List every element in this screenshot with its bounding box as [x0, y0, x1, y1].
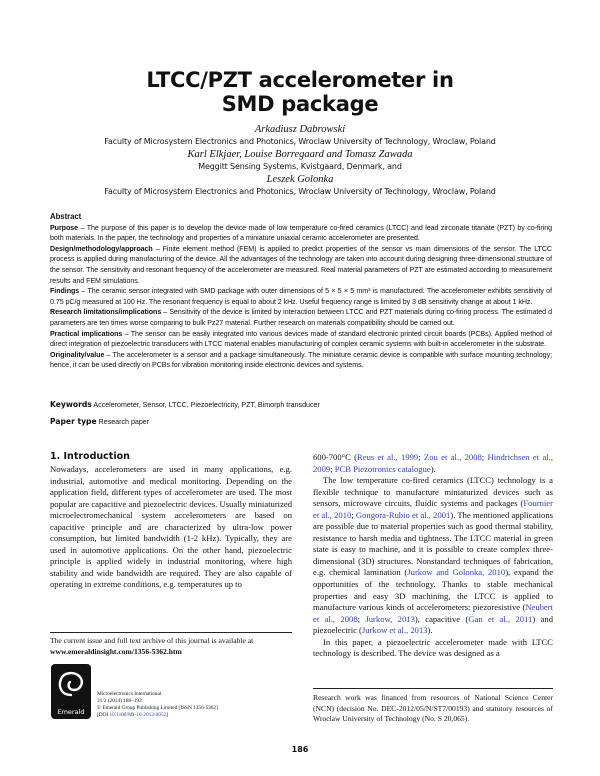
swirl-icon [51, 664, 91, 704]
abstract-limitations: Research limitations/implications – Sensitivity of the device is limited by interaction between LTCC and PZT materials during co-firing process. The estimated d parameters are ten times worse comparing to bulk Pz27 material. Further research on materials compatibility should be carried out. [50, 308, 552, 327]
citation-link[interactable]: Fournier et al., 2010 [313, 498, 553, 520]
journal-url[interactable]: www.emeraldinsight.com/1356-5362.htm [50, 646, 182, 656]
journal-info: Microelectronics International 31/3 (2014) 186–192 © Emerald Group Publishing Limited [ISSN 1356-5362] [DOI 10.1108/MI-10-2013-0052] [97, 691, 218, 718]
journal-archive-note: The current issue and full text archive of this journal is available at www.emeraldinsight.com/1356-5362.htm [50, 636, 292, 657]
author-names: Karl Elkjaer, Louise Borregaard and Tomasz Zawada [187, 149, 413, 160]
citation-link[interactable]: Gan et al., 2011 [468, 613, 533, 624]
right-column [313, 452, 553, 660]
funding-note: Research work was financed from resources of National Science Center (NCN) (decision No. DEC-2012/05/N/ST7/00193) and statutory resources of Wroclaw University of Technology (No. S 20,065). [313, 693, 553, 723]
abstract-originality: Originality/value – The accelerometer is a sensor and a package simultaneously. The miniature ceramic device is compatible with surface mounting technology; hence, it can be used directly on PCBs for vibration monitoring inside electronic devices and systems. [50, 350, 552, 370]
paragraph: The low temperature co-fired ceramics (LTCC) technology is a flexible technique to manufacture miniaturized devices such as sensors, microwave circuits, fluidic systems and packages (Fournier et al., 2010; Gongora-Rubio et al., 2001). The mentioned applications are possible due to material properties such as good thermal stability, resistance to harsh media and tightness. The LTCC material in green state is easy to machine, and it is possible to create complex three-dimensional (3D) structures. Nonstandard techniques of fabrication, e.g. chemical lamination (Jurkow and Golonka, 2010), expand the opportunities of the technology. Thanks to stable mechanical properties and easy 3D machining, the LTCC is applied to manufacture various kinds of accelerometers: piezoresistive (Neubert et al., 2008; Jurkow, 2013), capacitive (Gan et al., 2011) and piezoelectric (Jurkow et al., 2013). [313, 475, 554, 636]
author-block [0, 123, 600, 198]
citation-link[interactable]: PCB Piezotronics catalogue [334, 463, 431, 474]
abstract-design: Design/methodology/approach – Finite element method (FEM) is applied to predict properties of the sensor vs main dimensions of the sensor. The LTCC process is applied during manufacturing of the device. All the advantages of the technology are taken into account during designing three-dimensional structure of the sensor. The sensitivity and resonant frequency of the accelerometer are measured. Real material parameters of PZT are estimated according to measurement results and FEM simulations. [50, 244, 552, 285]
paper-type: Paper type Research paper [50, 417, 150, 426]
abstract-practical: Practical implications – The sensor can be easily integrated into various devices made of standard electronic printed circuit boards (PCBs). Applied method of direct integration of piezoelectric transducers with LTCC material enables manufacturing of complex ceramic systems with built-in accelerometer in the substrate. [50, 329, 552, 349]
abstract-findings: Findings – The ceramic sensor integrated with SMD package with outer dimensions of 5 × 5 × 5 mm³ is manufactured. The accelerometer exhibits sensitivity of 0.75 pC/g measured at 100 Hz. The resonant frequency is equal to about 2 kHz. Useful frequency range is limited by 3 dB sensitivity change at about 1 kHz. [50, 287, 552, 306]
affiliation: Meggitt Sensing Systems, Kvistgaard, Denmark, and [198, 162, 402, 171]
doi-link[interactable]: 10.1108/MI-10-2013-0052 [109, 712, 167, 718]
author-names: Arkadiusz Dabrowski [254, 124, 346, 135]
citation-link[interactable]: Jurkow et al., 2013 [361, 625, 428, 636]
citation-link[interactable]: Gongora-Rubio et al., 2001 [355, 509, 451, 520]
citation-link[interactable]: Reus et al., 1999 [357, 452, 419, 462]
citation-link[interactable]: Zou et al., 2008 [423, 452, 482, 462]
section-heading: 1. Introduction [50, 451, 130, 462]
abstract-heading: Abstract [50, 212, 82, 221]
citation-link[interactable]: Hindrichsen et al., 2009 [313, 452, 553, 474]
keywords: Keywords Accelerometer, Sensor, LTCC, Piezoelectricity, PZT, Bimorph transducer [50, 400, 320, 409]
page-number: 186 [291, 745, 309, 754]
footnote-divider [313, 688, 553, 689]
abstract [50, 212, 552, 371]
author-names: Leszek Golonka [266, 174, 334, 185]
affiliation: Faculty of Microsystem Electronics and Photonics, Wroclaw University of Technology, Wroclaw, Poland [104, 187, 496, 196]
paragraph: In this paper, a piezoelectric accelerometer made with LTCC technology is described. The device was designed as a [313, 636, 553, 659]
left-column: Nowadays, accelerometers are used in many applications, e.g. industrial, automotive and medical monitoring. Depending on the application field, different types of accelerometer are used. The most popular are capacitive and piezoelectric devices. Usually miniaturized microelectromechanical system accelerometers are based on capacitive principle and are characterized by ultra-low power consumption, but limited bandwidth (1-2 kHz). Typically, they are used in automotive applications. On the other hand, piezoelectric principle is applied widely in industrial monitoring, where high stability and wide bandwidth are required. They are also capable of operating in extreme conditions, e.g. temperatures up to [50, 464, 292, 590]
paragraph: 600-700°C (Reus et al., 1999; Zou et al., 2008; Hindrichsen et al., 2009; PCB Piezotronics catalogue). [313, 452, 553, 474]
citation-link[interactable]: Jurkow and Golonka, 2010 [407, 567, 506, 578]
affiliation: Faculty of Microsystem Electronics and Photonics, Wroclaw University of Technology, Wroclaw, Poland [104, 137, 496, 146]
emerald-logo: Emerald [51, 664, 91, 719]
paper-title: LTCC/PZT accelerometer in SMD package [146, 68, 454, 116]
abstract-purpose: Purpose – The purpose of this paper is to develop the device made of low temperature co-fired ceramics (LTCC) and lead zirconate titanate (PZT) by co-firing both materials. In the paper, the technology and properties of a miniature uniaxial ceramic accelerometer are presented. [50, 223, 552, 243]
footnote-divider [50, 632, 292, 633]
citation-link[interactable]: Neubert et al., 2008 [313, 602, 553, 624]
citation-link[interactable]: Jurkow, 2013 [365, 613, 415, 624]
